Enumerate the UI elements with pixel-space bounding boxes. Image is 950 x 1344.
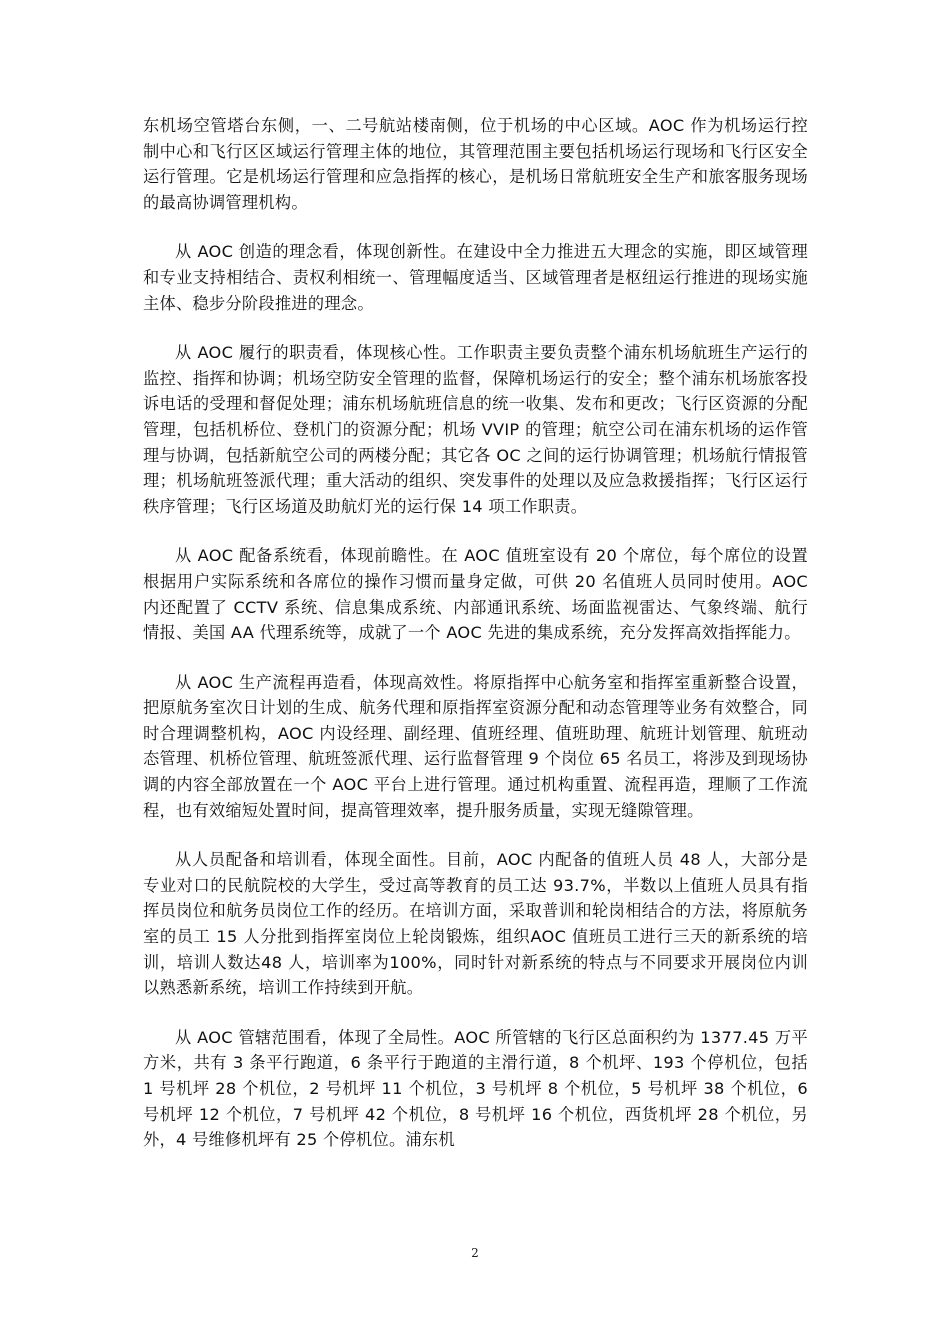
paragraph-6: 从人员配备和培训看，体现全面性。目前，AOC 内配备的值班人员 48 人，大部分是专业对口的民航院校的大学生，受过高等教育的员工达 93.7%，半数以上值班人员具有指挥员岗位和航务员岗位工作的经历。在培训方面，采取普训和轮岗相结合的方法，将原航务室的员工 15 人分批到指挥室岗位上轮岗锻炼，组织AOC 值班员工进行三天的新系统的培训，培训人数达48 人，培训率为100%，同时针对新系统的特点与不同要求开展岗位内训以熟悉新系统，培训工作持续到开航。 bbox=[143, 850, 808, 998]
document-body bbox=[143, 113, 808, 1177]
paragraph-5: 从 AOC 生产流程再造看，体现高效性。将原指挥中心航务室和指挥室重新整合设置，把原航务室次日计划的生成、航务代理和原指挥室资源分配和动态管理等业务有效整合，同时合理调整机构，AOC 内设经理、副经理、值班经理、值班助理、航班计划管理、航班动态管理、机桥位管理、航班签派代理、运行监督管理 9 个岗位 65 名员工，将涉及到现场协调的内容全部放置在一个 AOC 平台上进行管理。通过机构重置、流程再造，理顺了工作流程，也有效缩短处置时间，提高管理效率，提升服务质量，实现无缝隙管理。 bbox=[143, 672, 808, 820]
page-number: 2 bbox=[471, 1246, 479, 1260]
paragraph-4: 从 AOC 配备系统看，体现前瞻性。在 AOC 值班室设有 20 个席位，每个席位的设置根据用户实际系统和各席位的操作习惯而量身定做，可供 20 名值班人员同时使用。AOC 内还配置了 CCTV 系统、信息集成系统、内部通讯系统、场面监视雷达、气象终端、航行情报、美国 AA 代理系统等，成就了一个 AOC 先进的集成系统，充分发挥高效指挥能力。 bbox=[143, 546, 808, 643]
paragraph-2: 从 AOC 创造的理念看，体现创新性。在建设中全力推进五大理念的实施，即区域管理和专业支持相结合、责权利相统一、管理幅度适当、区域管理者是枢纽运行推进的现场实施主体、稳步分阶段推进的理念。 bbox=[143, 242, 808, 313]
paragraph-3: 从 AOC 履行的职责看，体现核心性。工作职责主要负责整个浦东机场航班生产运行的监控、指挥和协调；机场空防安全管理的监督，保障机场运行的安全；整个浦东机场旅客投诉电话的受理和督促处理；浦东机场航班信息的统一收集、发布和更改；飞行区资源的分配管理，包括机桥位、登机门的资源分配；机场 VVIP 的管理；航空公司在浦东机场的运作管理与协调，包括新航空公司的两楼分配；其它各 OC 之间的运行协调管理；机场航行情报管理；机场航班签派代理；重大活动的组织、突发事件的处理以及应急救援指挥；飞行区运行秩序管理；飞行区场道及助航灯光的运行保 14 项工作职责。 bbox=[143, 343, 808, 516]
paragraph-1: 东机场空管塔台东侧，一、二号航站楼南侧，位于机场的中心区域。AOC 作为机场运行控制中心和飞行区区域运行管理主体的地位，其管理范围主要包括机场运行现场和飞行区安全运行管理。它是机场运行管理和应急指挥的核心，是机场日常航班安全生产和旅客服务现场的最高协调管理机构。 bbox=[143, 116, 808, 212]
paragraph-7: 从 AOC 管辖范围看，体现了全局性。AOC 所管辖的飞行区总面积约为 1377.45 万平方米，共有 3 条平行跑道，6 条平行于跑道的主滑行道，8 个机坪、193 个停机位，包括 1 号机坪 28 个机位，2 号机坪 11 个机位，3 号机坪 8 个机位，5 号机坪 38 个机位，6 号机坪 12 个机位，7 号机坪 42 个机位，8 号机坪 16 个机位，西货机坪 28 个机位，另外，4 号维修机坪有 25 个停机位。浦东机 bbox=[143, 1027, 808, 1150]
